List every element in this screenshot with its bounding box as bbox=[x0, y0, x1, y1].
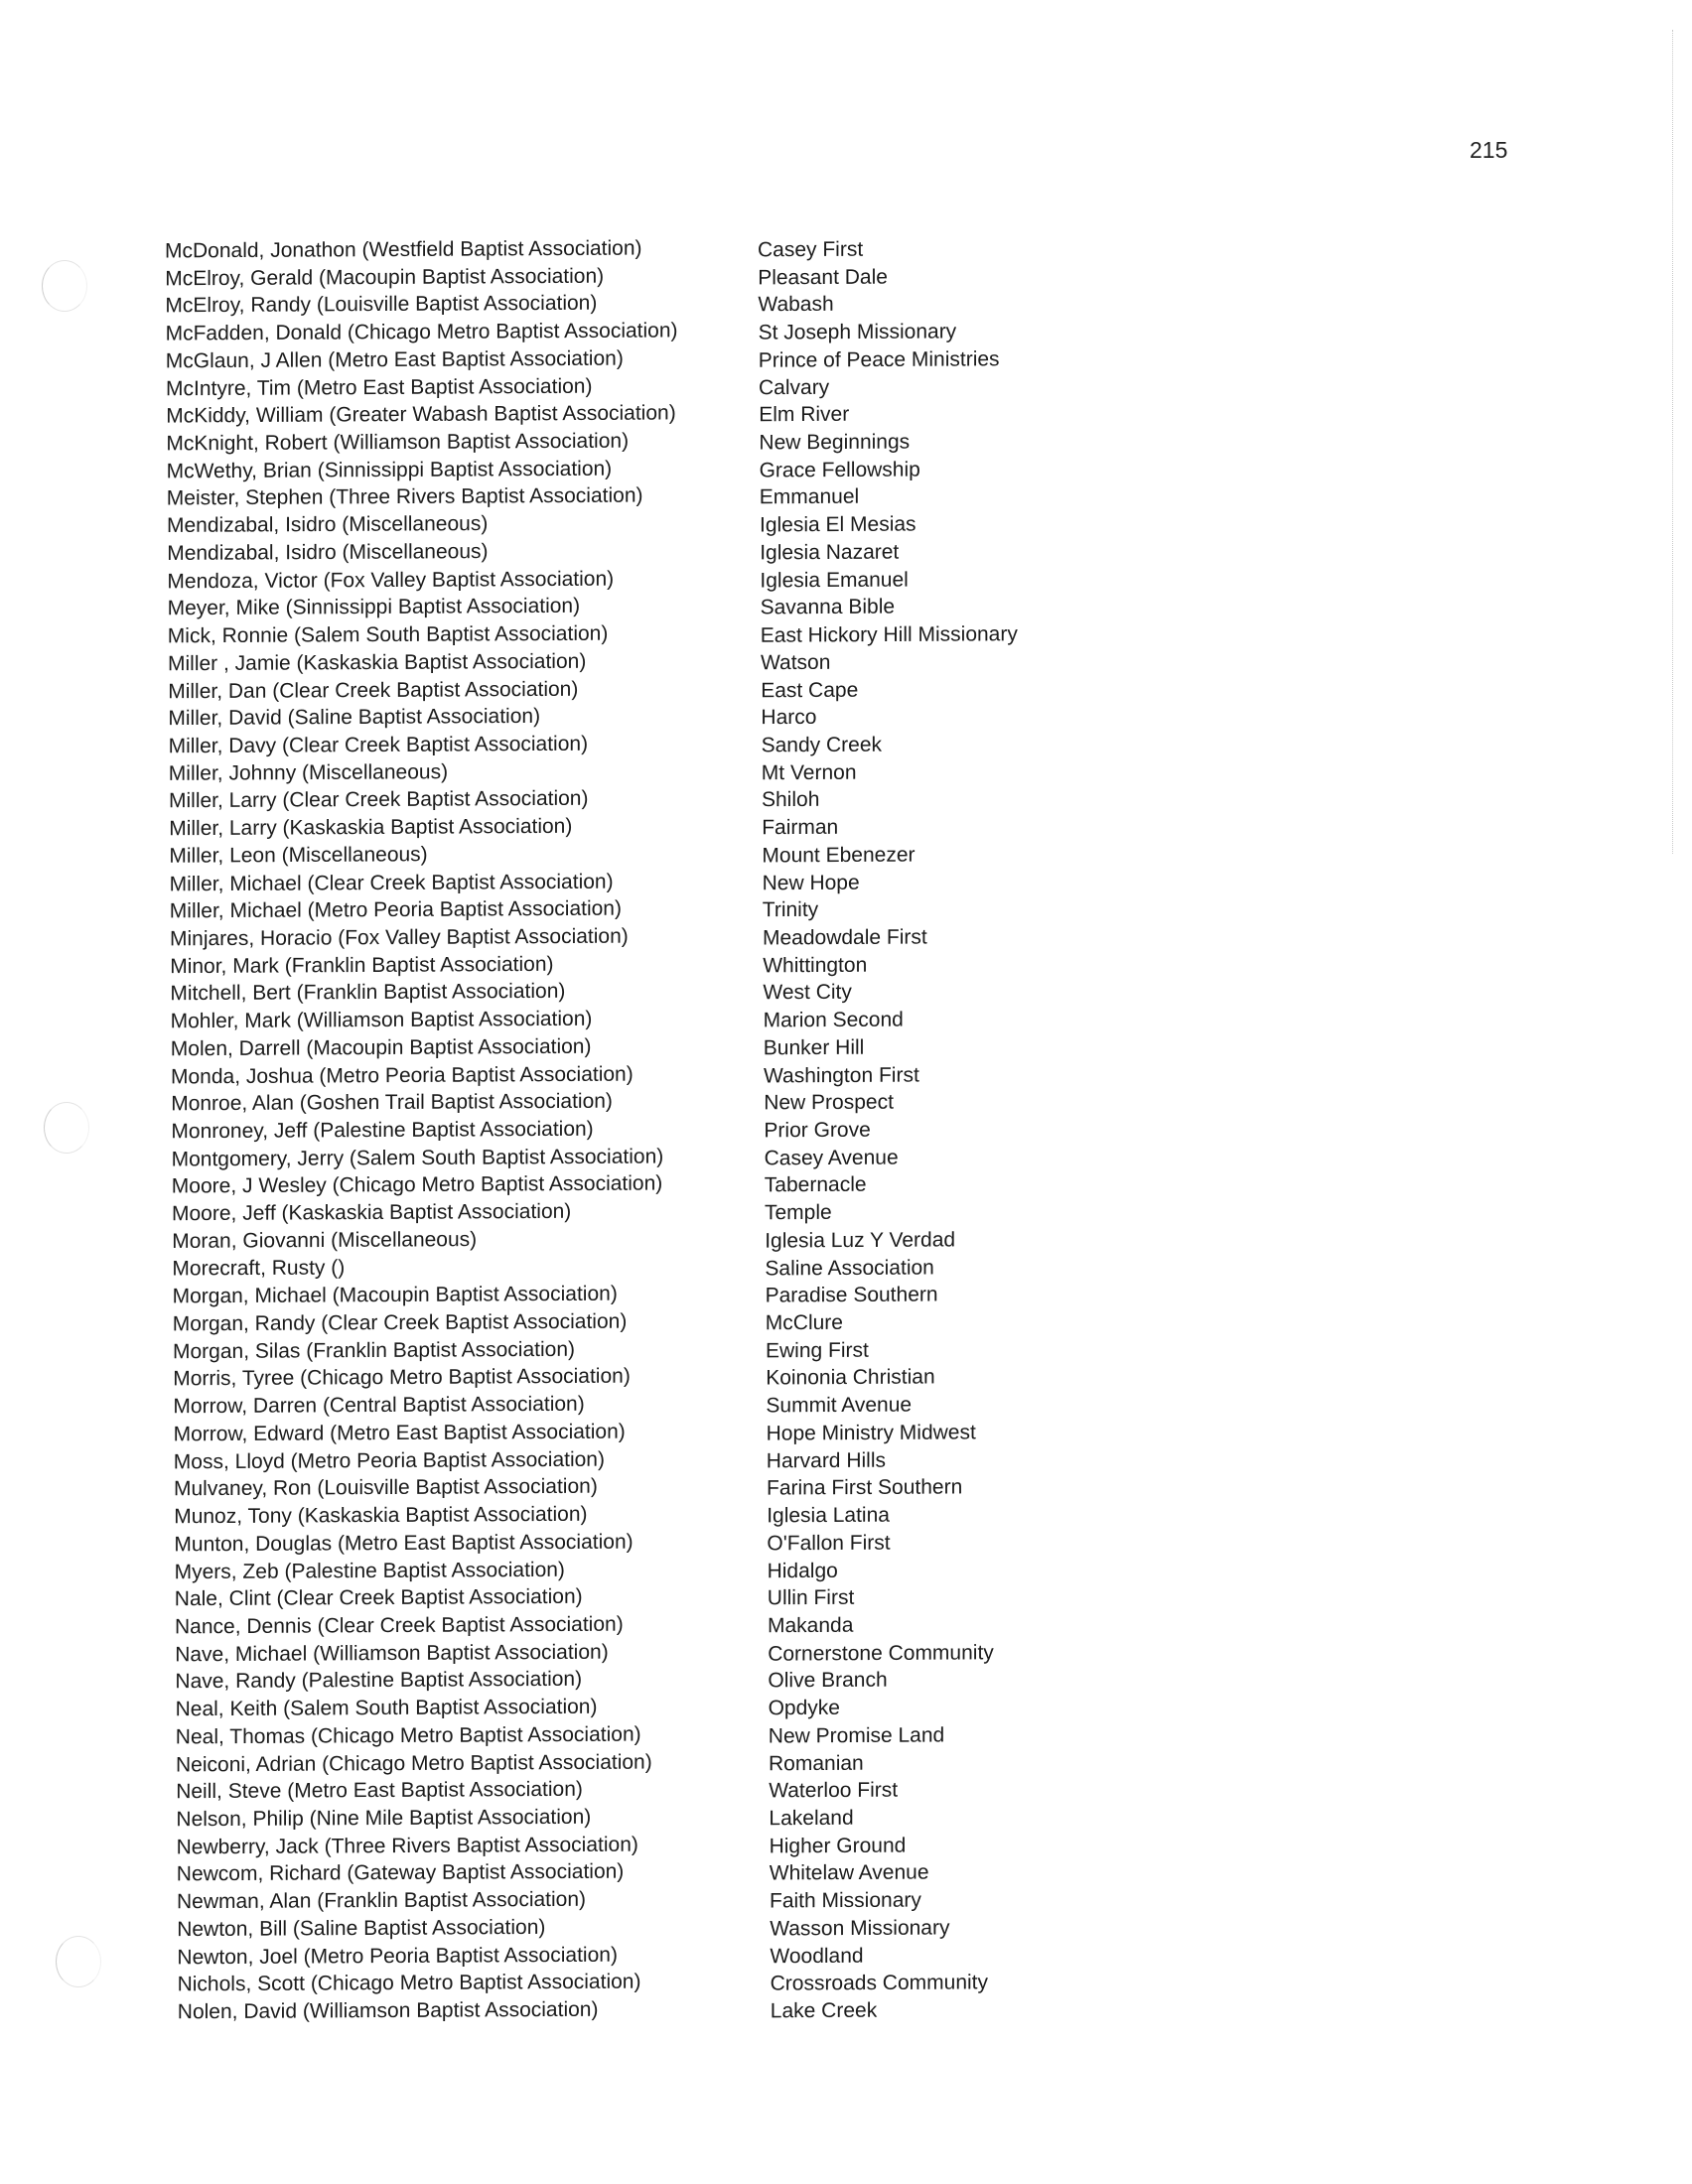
pastor-name: Newcom, Richard (Gateway Baptist Association) bbox=[176, 1860, 625, 1886]
directory-row bbox=[4, 786, 1692, 814]
pastor-name: Moss, Lloyd (Metro Peoria Baptist Association) bbox=[173, 1447, 605, 1473]
directory-row bbox=[1, 429, 1692, 457]
directory-row bbox=[7, 1199, 1692, 1227]
directory-row bbox=[13, 1997, 1692, 2025]
church-name: Hidalgo bbox=[767, 1559, 838, 1582]
directory-listing bbox=[0, 236, 1692, 2025]
pastor-name: Meyer, Mike (Sinnissippi Baptist Association) bbox=[167, 595, 581, 620]
church-name: McClure bbox=[765, 1310, 843, 1335]
directory-row bbox=[10, 1640, 1692, 1668]
church-name: Watson bbox=[761, 650, 831, 674]
pastor-name: Miller , Jamie (Kaskaskia Baptist Association) bbox=[168, 649, 587, 676]
pastor-name: Mendoza, Victor (Fox Valley Baptist Association) bbox=[167, 567, 615, 593]
directory-row bbox=[3, 677, 1692, 705]
directory-row bbox=[7, 1255, 1692, 1283]
pastor-name: McKiddy, William (Greater Wabash Baptist Association) bbox=[166, 401, 676, 428]
directory-row bbox=[10, 1612, 1692, 1640]
directory-row bbox=[3, 649, 1692, 677]
directory-row bbox=[10, 1558, 1692, 1585]
directory-row bbox=[3, 594, 1692, 621]
church-name: Ewing First bbox=[766, 1338, 869, 1363]
church-name: St Joseph Missionary bbox=[758, 320, 957, 344]
pastor-name: Monda, Joshua (Metro Peoria Baptist Association) bbox=[171, 1062, 634, 1088]
directory-row bbox=[4, 842, 1692, 870]
church-name: West City bbox=[763, 981, 852, 1005]
pastor-name: Morrow, Edward (Metro East Baptist Association) bbox=[173, 1420, 626, 1446]
directory-row bbox=[9, 1530, 1692, 1558]
pastor-name: Miller, David (Saline Baptist Association) bbox=[168, 705, 541, 731]
directory-row bbox=[9, 1474, 1692, 1502]
directory-row bbox=[2, 539, 1692, 567]
pastor-name: McKnight, Robert (Williamson Baptist Association) bbox=[166, 429, 630, 456]
church-name: Wabash bbox=[758, 293, 834, 317]
church-name: Whittington bbox=[763, 953, 868, 978]
directory-row bbox=[13, 1970, 1692, 1997]
directory-row bbox=[11, 1722, 1692, 1750]
directory-row bbox=[4, 759, 1692, 787]
church-name: Elm River bbox=[759, 403, 850, 427]
directory-row bbox=[12, 1943, 1692, 1971]
directory-row bbox=[9, 1420, 1692, 1447]
directory-row bbox=[11, 1805, 1692, 1833]
directory-row bbox=[6, 1089, 1692, 1117]
pastor-name: Nelson, Philip (Nine Mile Baptist Association) bbox=[176, 1805, 592, 1832]
directory-row bbox=[3, 704, 1692, 732]
church-name: Fairman bbox=[762, 815, 839, 840]
church-name: Lakeland bbox=[769, 1806, 854, 1831]
church-name: East Hickory Hill Missionary bbox=[760, 622, 1018, 647]
pastor-name: Munoz, Tony (Kaskaskia Baptist Association) bbox=[174, 1502, 588, 1529]
pastor-name: Nave, Randy (Palestine Baptist Association) bbox=[175, 1668, 583, 1694]
church-name: Crossroads Community bbox=[770, 1971, 989, 1995]
pastor-name: Newton, Bill (Saline Baptist Association) bbox=[177, 1915, 546, 1941]
church-name: New Promise Land bbox=[768, 1723, 945, 1748]
pastor-name: Miller, Davy (Clear Creek Baptist Association) bbox=[168, 732, 589, 758]
directory-row bbox=[6, 1117, 1692, 1145]
church-name: Harvard Hills bbox=[766, 1448, 886, 1472]
directory-row bbox=[0, 236, 1692, 264]
church-name: Shiloh bbox=[762, 788, 820, 812]
directory-row bbox=[11, 1777, 1692, 1805]
church-name: Olive Branch bbox=[768, 1669, 888, 1693]
pastor-name: Newberry, Jack (Three Rivers Baptist Association) bbox=[176, 1833, 638, 1859]
directory-row bbox=[5, 924, 1692, 952]
church-name: Higher Ground bbox=[769, 1834, 907, 1858]
church-name: Emmanuel bbox=[759, 485, 860, 509]
church-name: Iglesia Emanuel bbox=[760, 568, 909, 593]
pastor-name: Neal, Keith (Salem South Baptist Association) bbox=[175, 1695, 598, 1721]
directory-row bbox=[9, 1502, 1692, 1530]
pastor-name: Neiconi, Adrian (Chicago Metro Baptist Association) bbox=[176, 1750, 652, 1776]
church-name: Mount Ebenezer bbox=[762, 843, 916, 868]
pastor-name: McDonald, Jonathon (Westfield Baptist Association) bbox=[165, 236, 642, 263]
directory-row bbox=[2, 457, 1692, 484]
church-name: Paradise Southern bbox=[765, 1283, 938, 1307]
pastor-name: McWethy, Brian (Sinnissippi Baptist Association) bbox=[166, 457, 613, 483]
directory-row bbox=[1, 401, 1692, 429]
pastor-name: Morgan, Michael (Macoupin Baptist Association) bbox=[172, 1282, 618, 1308]
pastor-name: Nolen, David (Williamson Baptist Association) bbox=[177, 1997, 599, 2024]
pastor-name: Minjares, Horacio (Fox Valley Baptist Association) bbox=[170, 924, 629, 951]
directory-row bbox=[5, 896, 1692, 924]
directory-row bbox=[1, 346, 1692, 374]
directory-row bbox=[10, 1667, 1692, 1695]
church-name: Romanian bbox=[769, 1751, 864, 1775]
directory-row bbox=[5, 952, 1692, 980]
pastor-name: Nichols, Scott (Chicago Metro Baptist Association) bbox=[177, 1970, 641, 1996]
pastor-name: Nance, Dennis (Clear Creek Baptist Association) bbox=[175, 1612, 624, 1639]
church-name: Temple bbox=[765, 1200, 832, 1225]
directory-row bbox=[2, 483, 1692, 511]
pastor-name: Morgan, Silas (Franklin Baptist Association) bbox=[173, 1337, 575, 1363]
church-name: Iglesia Luz Y Verdad bbox=[765, 1228, 956, 1253]
church-name: Casey First bbox=[758, 237, 864, 262]
church-name: O'Fallon First bbox=[767, 1531, 891, 1556]
church-name: Ullin First bbox=[767, 1585, 855, 1610]
directory-row bbox=[6, 1007, 1692, 1034]
directory-row bbox=[8, 1392, 1692, 1420]
directory-row bbox=[2, 511, 1692, 539]
church-name: Bunker Hill bbox=[763, 1035, 865, 1060]
church-name: Grace Fellowship bbox=[759, 458, 920, 482]
directory-row bbox=[12, 1887, 1692, 1915]
church-name: Whitelaw Avenue bbox=[769, 1860, 929, 1885]
pastor-name: Mendizabal, Isidro (Miscellaneous) bbox=[167, 539, 489, 565]
pastor-name: McGlaun, J Allen (Metro East Baptist Association) bbox=[165, 346, 624, 373]
church-name: Makanda bbox=[768, 1613, 854, 1638]
pastor-name: Miller, Leon (Miscellaneous) bbox=[169, 843, 428, 868]
church-name: Prince of Peace Ministries bbox=[758, 347, 1000, 372]
pastor-name: Morris, Tyree (Chicago Metro Baptist Association) bbox=[173, 1365, 631, 1391]
directory-row bbox=[4, 814, 1692, 842]
pastor-name: Monroney, Jeff (Palestine Baptist Association) bbox=[171, 1117, 594, 1144]
church-name: East Cape bbox=[761, 678, 859, 702]
directory-row bbox=[6, 1062, 1692, 1090]
pastor-name: Newton, Joel (Metro Peoria Baptist Association) bbox=[177, 1943, 618, 1969]
directory-row bbox=[11, 1695, 1692, 1722]
church-name: Wasson Missionary bbox=[770, 1916, 950, 1941]
church-name: Iglesia El Mesias bbox=[760, 512, 916, 537]
directory-row bbox=[6, 1034, 1692, 1062]
church-name: New Hope bbox=[762, 871, 860, 894]
directory-row bbox=[5, 870, 1692, 897]
pastor-name: McElroy, Randy (Louisville Baptist Association) bbox=[165, 292, 598, 318]
directory-row bbox=[5, 979, 1692, 1007]
pastor-name: Miller, Dan (Clear Creek Baptist Association) bbox=[168, 677, 579, 703]
church-name: Meadowdale First bbox=[763, 925, 927, 950]
church-name: Summit Avenue bbox=[766, 1393, 913, 1418]
directory-row bbox=[0, 291, 1692, 319]
pastor-name: McElroy, Gerald (Macoupin Baptist Association) bbox=[165, 264, 605, 291]
church-name: Trinity bbox=[762, 898, 819, 922]
directory-row bbox=[7, 1145, 1692, 1172]
church-name: Hope Ministry Midwest bbox=[766, 1421, 976, 1445]
church-name: Cornerstone Community bbox=[768, 1640, 994, 1666]
pastor-name: Moore, J Wesley (Chicago Metro Baptist Association) bbox=[171, 1171, 663, 1198]
pastor-name: Mick, Ronnie (Salem South Baptist Association) bbox=[167, 621, 609, 648]
pastor-name: Miller, Michael (Metro Peoria Baptist Association) bbox=[169, 896, 622, 923]
pastor-name: Neal, Thomas (Chicago Metro Baptist Association) bbox=[175, 1722, 641, 1749]
church-name: Koinonia Christian bbox=[766, 1365, 935, 1390]
directory-row bbox=[8, 1364, 1692, 1392]
page-number: 215 bbox=[1470, 137, 1508, 163]
directory-row bbox=[9, 1447, 1692, 1475]
pastor-name: Mendizabal, Isidro (Miscellaneous) bbox=[167, 512, 489, 538]
directory-row bbox=[4, 732, 1692, 759]
pastor-name: Molen, Darrell (Macoupin Baptist Association) bbox=[170, 1034, 592, 1061]
directory-row bbox=[8, 1337, 1692, 1365]
directory-row bbox=[7, 1171, 1692, 1199]
pastor-name: Meister, Stephen (Three Rivers Baptist Association) bbox=[166, 484, 643, 510]
pastor-name: Nave, Michael (Williamson Baptist Association) bbox=[175, 1640, 609, 1666]
church-name: Harco bbox=[761, 706, 817, 730]
church-name: Farina First Southern bbox=[767, 1475, 963, 1500]
pastor-name: Montgomery, Jerry (Salem South Baptist Association) bbox=[171, 1145, 664, 1171]
directory-row bbox=[12, 1833, 1692, 1860]
directory-row bbox=[1, 319, 1692, 346]
church-name: New Prospect bbox=[764, 1090, 894, 1115]
church-name: Iglesia Latina bbox=[767, 1503, 890, 1528]
church-name: Lake Creek bbox=[770, 1998, 878, 2023]
pastor-name: Miller, Michael (Clear Creek Baptist Association) bbox=[169, 870, 614, 895]
pastor-name: Minor, Mark (Franklin Baptist Association) bbox=[170, 952, 554, 978]
church-name: Sandy Creek bbox=[761, 733, 883, 757]
pastor-name: McFadden, Donald (Chicago Metro Baptist Association) bbox=[165, 319, 678, 345]
church-name: Casey Avenue bbox=[764, 1146, 899, 1170]
church-name: Faith Missionary bbox=[770, 1888, 921, 1913]
pastor-name: Monroe, Alan (Goshen Trail Baptist Association) bbox=[171, 1089, 613, 1116]
directory-row bbox=[1, 374, 1692, 402]
pastor-name: McIntyre, Tim (Metro East Baptist Association) bbox=[166, 374, 593, 400]
church-name: Waterloo First bbox=[769, 1778, 899, 1803]
pastor-name: Mitchell, Bert (Franklin Baptist Association) bbox=[170, 980, 566, 1006]
pastor-name: Newman, Alan (Franklin Baptist Association) bbox=[177, 1887, 587, 1914]
church-name: Saline Association bbox=[765, 1256, 934, 1281]
pastor-name: Morrow, Darren (Central Baptist Association) bbox=[173, 1392, 585, 1419]
church-name: Mt Vernon bbox=[761, 760, 857, 784]
directory-row bbox=[10, 1584, 1692, 1612]
church-name: Washington First bbox=[764, 1063, 919, 1088]
pastor-name: Miller, Larry (Kaskaskia Baptist Association) bbox=[169, 814, 573, 841]
church-name: Calvary bbox=[759, 375, 830, 399]
church-name: Iglesia Nazaret bbox=[760, 540, 900, 565]
church-name: Tabernacle bbox=[764, 1173, 867, 1197]
church-name: Prior Grove bbox=[764, 1118, 871, 1143]
pastor-name: Moran, Giovanni (Miscellaneous) bbox=[172, 1227, 478, 1253]
pastor-name: Morecraft, Rusty () bbox=[172, 1256, 346, 1281]
pastor-name: Miller, Johnny (Miscellaneous) bbox=[168, 759, 449, 785]
directory-row bbox=[11, 1750, 1692, 1778]
directory-row bbox=[12, 1915, 1692, 1943]
pastor-name: Morgan, Randy (Clear Creek Baptist Association) bbox=[172, 1309, 628, 1336]
church-name: Opdyke bbox=[768, 1696, 840, 1720]
church-name: Pleasant Dale bbox=[758, 265, 888, 290]
directory-row bbox=[0, 264, 1692, 292]
pastor-name: Munton, Douglas (Metro East Baptist Association) bbox=[174, 1530, 634, 1557]
pastor-name: Nale, Clint (Clear Creek Baptist Association) bbox=[174, 1584, 583, 1611]
church-name: Savanna Bible bbox=[760, 595, 896, 619]
directory-row bbox=[12, 1859, 1692, 1887]
pastor-name: Mohler, Mark (Williamson Baptist Association) bbox=[170, 1007, 593, 1033]
church-name: Woodland bbox=[770, 1944, 864, 1968]
pastor-name: Mulvaney, Ron (Louisville Baptist Association) bbox=[174, 1475, 598, 1501]
pastor-name: Moore, Jeff (Kaskaskia Baptist Association) bbox=[172, 1199, 572, 1226]
directory-row bbox=[3, 621, 1692, 649]
church-name: New Beginnings bbox=[759, 430, 911, 455]
directory-row bbox=[8, 1282, 1692, 1309]
pastor-name: Neill, Steve (Metro East Baptist Association) bbox=[176, 1777, 583, 1804]
directory-row bbox=[8, 1309, 1692, 1337]
church-name: Marion Second bbox=[763, 1008, 904, 1032]
directory-row bbox=[2, 567, 1692, 595]
directory-row bbox=[7, 1227, 1692, 1255]
pastor-name: Miller, Larry (Clear Creek Baptist Association) bbox=[169, 787, 589, 813]
pastor-name: Myers, Zeb (Palestine Baptist Association) bbox=[174, 1558, 565, 1583]
